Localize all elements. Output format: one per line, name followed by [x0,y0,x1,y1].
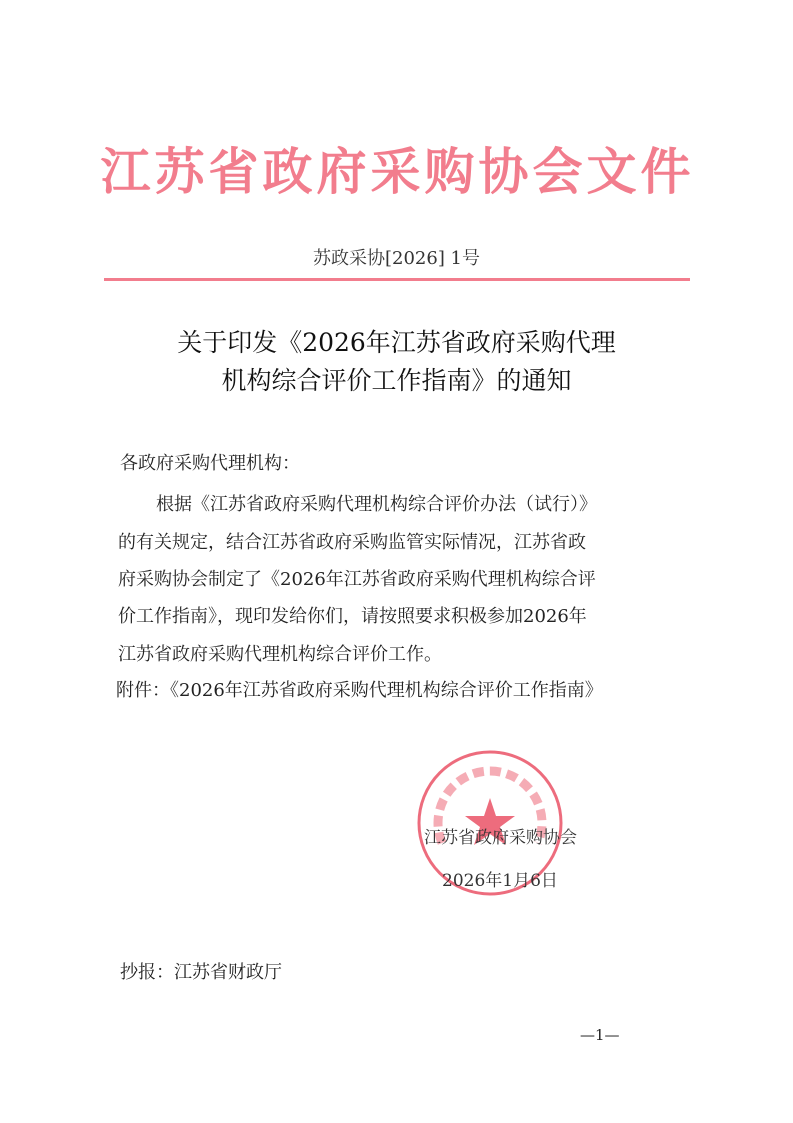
document-header-title: 江苏省政府采购协会文件 [100,142,695,201]
page-number: —1— [580,1026,620,1044]
notice-title-line-1: 关于印发《2026年江苏省政府采购代理 [177,328,616,357]
document-number: 苏政采协[2026] 1号 [312,248,481,269]
paragraph-line: 根据《江苏省政府采购代理机构综合评价办法（试行）》 [156,494,597,515]
header-divider [104,278,690,281]
signature-org: 江苏省政府采购协会 [424,828,577,848]
paragraph-line: 的有关规定，结合江苏省政府采购监管实际情况，江苏省政 [118,532,586,553]
notice-title-line-2: 机构综合评价工作指南》的通知 [221,366,572,395]
salutation: 各政府采购代理机构： [120,453,300,474]
cc-line: 抄报：江苏省财政厅 [120,962,282,983]
paragraph-line: 江苏省政府采购代理机构综合评价工作。 [118,644,442,665]
paragraph-line: 价工作指南》，现印发给你们，请按照要求积极参加2026年 [118,606,587,627]
signature-date: 2026年1月6日 [442,871,558,891]
attachment-line: 附件：《2026年江苏省政府采购代理机构综合评价工作指南》 [116,680,603,701]
paragraph-line: 府采购协会制定了《2026年江苏省政府采购代理机构综合评 [118,569,596,590]
